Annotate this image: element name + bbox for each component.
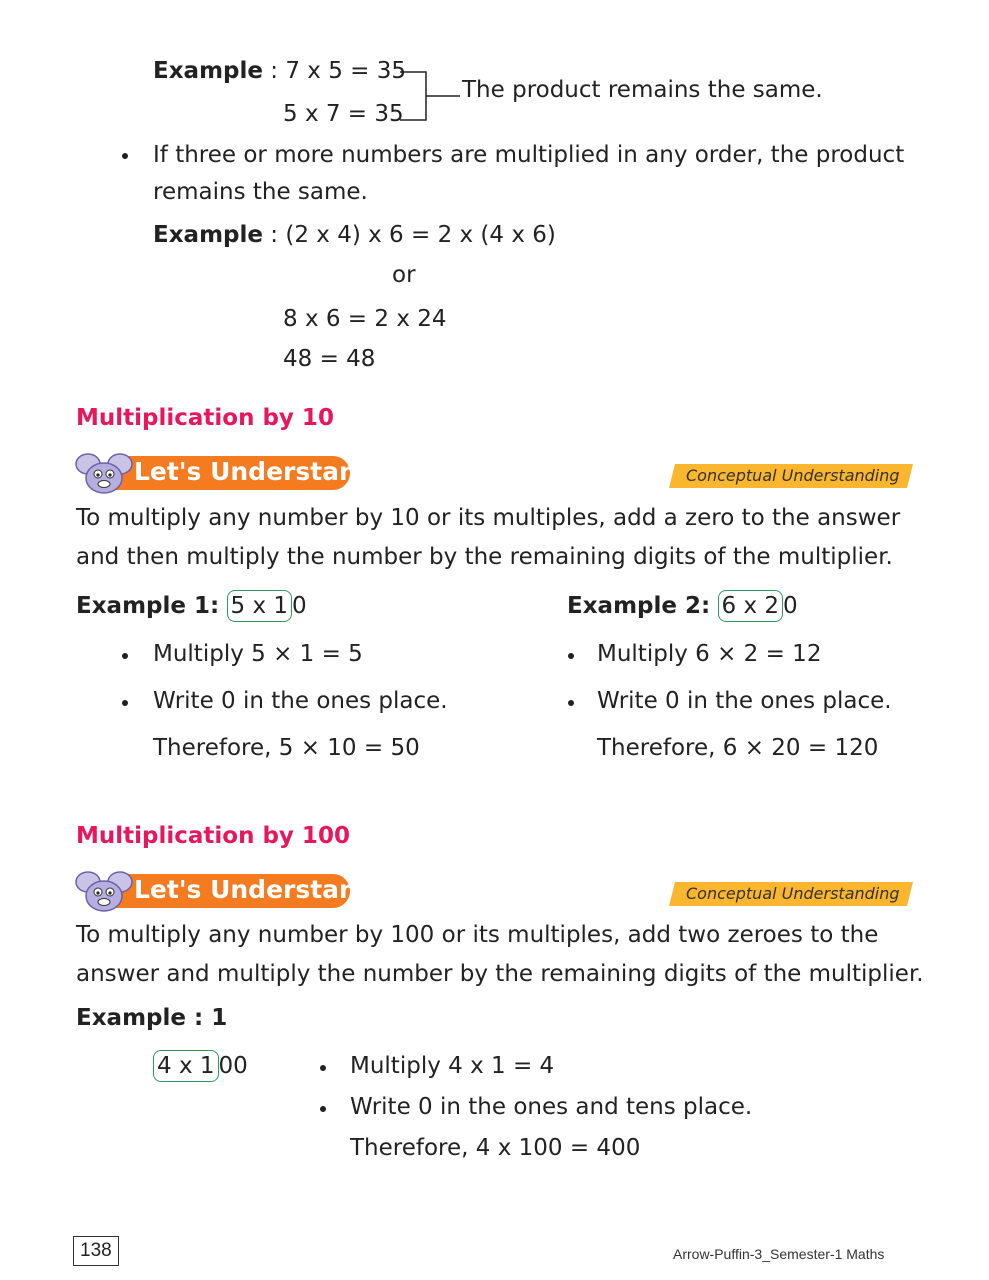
example-step: Multiply 5 × 1 = 5 bbox=[153, 641, 363, 667]
or-text: or bbox=[392, 262, 416, 288]
boxed-factor: 5 x 1 bbox=[227, 590, 293, 622]
example-colon: : bbox=[210, 593, 220, 619]
example-2-header bbox=[567, 590, 798, 622]
equation: 5 x 7 = 35 bbox=[283, 101, 404, 127]
page-number: 138 bbox=[73, 1236, 119, 1266]
example-step: Write 0 in the ones and tens place. bbox=[350, 1094, 753, 1120]
mouse-mascot-icon bbox=[74, 452, 136, 496]
book-title: Arrow-Puffin-3_Semester-1 Maths bbox=[673, 1246, 885, 1262]
example-label: Example bbox=[153, 58, 263, 84]
rule-text-line1: To multiply any number by 10 or its multiples, add a zero to the answer bbox=[76, 505, 901, 531]
example-step: Multiply 4 x 1 = 4 bbox=[350, 1053, 555, 1079]
concept-tag-label: Conceptual Understanding bbox=[686, 466, 900, 485]
bullet-dot bbox=[122, 653, 128, 659]
boxed-factor: 4 x 1 bbox=[153, 1050, 219, 1082]
example-result: Therefore, 5 × 10 = 50 bbox=[153, 735, 420, 761]
rule-text-line2: answer and multiply the number by the remaining digits of the multiplier. bbox=[76, 961, 924, 987]
example-label: Example : 1 bbox=[76, 1005, 228, 1031]
example-expression bbox=[153, 1050, 248, 1082]
bracket-connector bbox=[398, 68, 468, 126]
boxed-factor: 6 x 2 bbox=[718, 590, 784, 622]
bullet-dot bbox=[320, 1065, 326, 1071]
example-label: Example 2 bbox=[567, 593, 701, 619]
trailing-zero: 0 bbox=[783, 593, 798, 619]
example-result: Therefore, 4 x 100 = 400 bbox=[350, 1135, 641, 1161]
example-label: Example 1 bbox=[76, 593, 210, 619]
concept-tag bbox=[669, 464, 913, 488]
example-step: Multiply 6 × 2 = 12 bbox=[597, 641, 822, 667]
bullet-dot bbox=[568, 653, 574, 659]
equation: 8 x 6 = 2 x 24 bbox=[283, 306, 447, 332]
banner-label: Let's Understand bbox=[134, 457, 375, 486]
equation: 48 = 48 bbox=[283, 346, 376, 372]
example-result: Therefore, 6 × 20 = 120 bbox=[597, 735, 879, 761]
rule-text-line2: and then multiply the number by the remaining digits of the multiplier. bbox=[76, 544, 893, 570]
concept-tag bbox=[669, 882, 913, 906]
section-heading: Multiplication by 10 bbox=[76, 405, 334, 431]
example-commutative-line1 bbox=[153, 58, 406, 84]
lets-understand-banner bbox=[74, 452, 375, 496]
example-associative-line1 bbox=[153, 222, 556, 248]
lets-understand-banner bbox=[74, 870, 375, 914]
example-step: Write 0 in the ones place. bbox=[597, 688, 892, 714]
equation: : 7 x 5 = 35 bbox=[270, 58, 407, 84]
associative-text-line1: If three or more numbers are multiplied in any order, the product bbox=[153, 142, 905, 168]
trailing-zeros: 00 bbox=[218, 1053, 248, 1079]
banner-label: Let's Understand bbox=[134, 875, 375, 904]
example-1-header bbox=[76, 590, 307, 622]
bullet-dot bbox=[122, 700, 128, 706]
bullet-dot bbox=[122, 153, 128, 159]
equation: : (2 x 4) x 6 = 2 x (4 x 6) bbox=[270, 222, 556, 248]
bracket-note: The product remains the same. bbox=[462, 77, 823, 103]
example-label: Example bbox=[153, 222, 263, 248]
mouse-mascot-icon bbox=[74, 870, 136, 914]
section-heading: Multiplication by 100 bbox=[76, 823, 350, 849]
example-step: Write 0 in the ones place. bbox=[153, 688, 448, 714]
rule-text-line1: To multiply any number by 100 or its multiples, add two zeroes to the bbox=[76, 922, 879, 948]
bullet-dot bbox=[320, 1106, 326, 1112]
associative-text-line2: remains the same. bbox=[153, 179, 368, 205]
example-colon: : bbox=[701, 593, 711, 619]
bullet-dot bbox=[568, 700, 574, 706]
concept-tag-label: Conceptual Understanding bbox=[686, 884, 900, 903]
trailing-zero: 0 bbox=[292, 593, 307, 619]
